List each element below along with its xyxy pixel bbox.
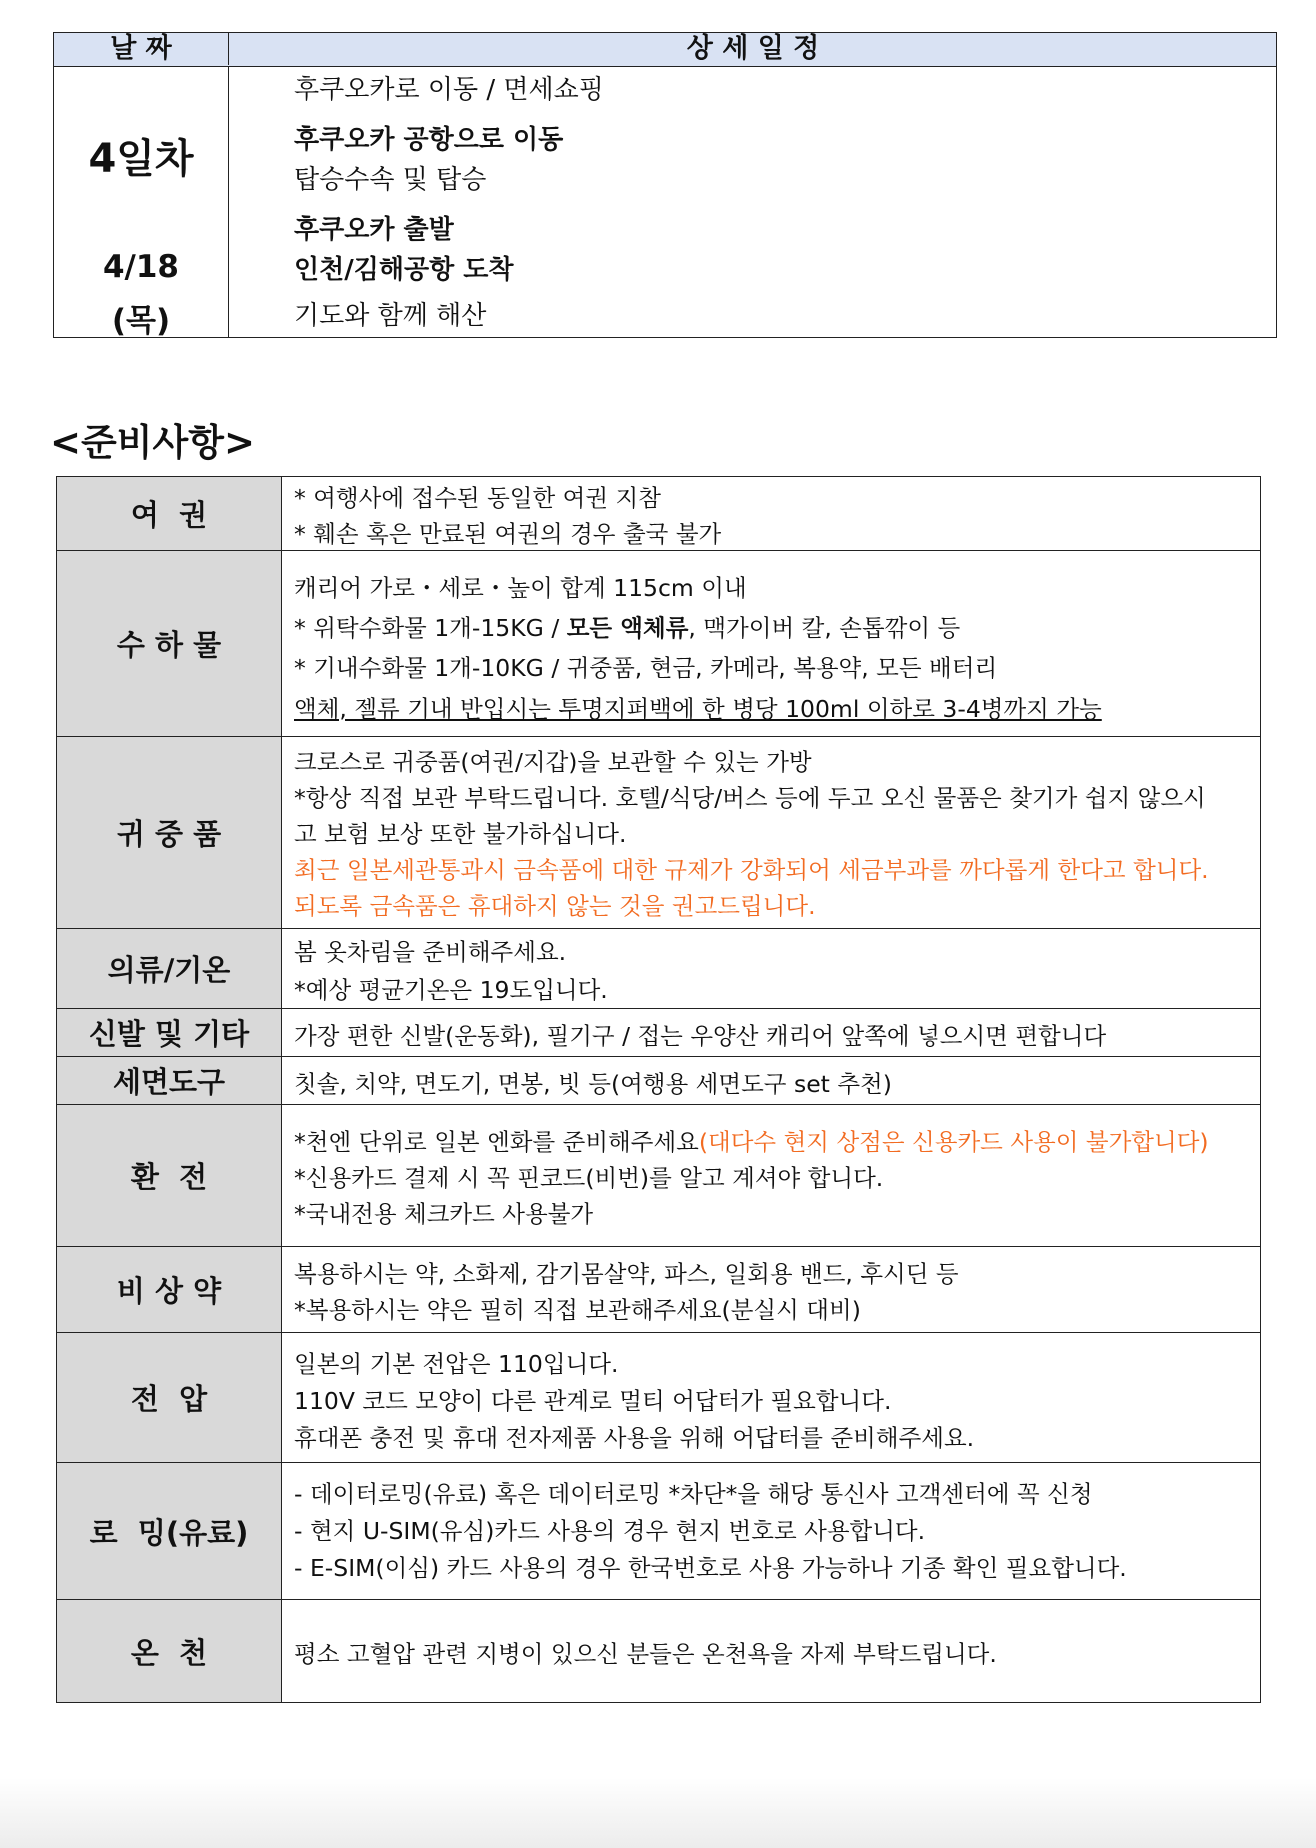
date-label: 4/18 [102, 249, 180, 285]
prep-label: 귀 중 품 [57, 737, 282, 928]
prep-line: 액체, 젤류 기내 반입시는 투명지퍼백에 한 병당 100ml 이하로 3-4병까지 가능 [294, 695, 1102, 723]
prep-label: 신발 및 기타 [57, 1009, 282, 1056]
weekday-label: (목) [111, 303, 171, 339]
prep-row-passport [57, 477, 1260, 550]
prep-line: 크로스로 귀중품(여권/지갑)을 보관할 수 있는 가방 [294, 748, 812, 776]
prep-label: 로 밍(유료) [57, 1463, 282, 1599]
prep-row-roaming [57, 1462, 1260, 1599]
warning-line: 최근 일본세관통과시 금속품에 대한 규제가 강화되어 세금부과를 까다롭게 한다고 합니다. [294, 856, 1209, 884]
schedule-line: 후쿠오카로 이동 / 면세쇼핑 [294, 75, 604, 105]
warning-line: 되도록 금속품은 휴대하지 않는 것을 권고드립니다. [294, 892, 816, 920]
schedule-header-row [54, 33, 1276, 67]
schedule-table [53, 32, 1277, 338]
prep-label: 전 압 [57, 1333, 282, 1462]
schedule-line: 기도와 함께 해산 [294, 301, 487, 331]
prep-line: * 훼손 혹은 만료된 여권의 경우 출국 불가 [294, 520, 722, 548]
prep-row-onsen [57, 1599, 1260, 1702]
page-bottom-shade [0, 1778, 1316, 1848]
prep-line: *항상 직접 보관 부탁드립니다. 호텔/식당/버스 등에 두고 오신 물품은 찾기가 쉽지 않으시 [294, 784, 1206, 812]
text-segment: *천엔 단위로 일본 엔화를 준비해주세요 [294, 1128, 699, 1156]
prep-line: 평소 고혈압 관련 지병이 있으신 분들은 온천욕을 자제 부탁드립니다. [294, 1640, 997, 1668]
prep-line: 110V 코드 모양이 다른 관계로 멀티 어답터가 필요합니다. [294, 1387, 892, 1415]
prep-row-toiletries [57, 1056, 1260, 1104]
prep-line: 캐리어 가로・세로・높이 합계 115cm 이내 [294, 574, 747, 602]
prep-label: 환 전 [57, 1105, 282, 1246]
prep-line: 휴대폰 충전 및 휴대 전자제품 사용을 위해 어답터를 준비해주세요. [294, 1424, 975, 1452]
prep-line: 고 보험 보상 또한 불가하십니다. [294, 820, 627, 848]
prep-row-clothing [57, 928, 1260, 1008]
prep-label: 수 하 물 [57, 551, 282, 736]
prep-content [294, 1057, 1252, 1104]
prep-content [294, 929, 1252, 1008]
schedule-date-cell [54, 67, 229, 337]
prep-line: 가장 편한 신발(운동화), 필기구 / 접는 우양산 캐리어 앞쪽에 넣으시면 편합니다 [294, 1022, 1107, 1050]
prep-line: - 현지 U-SIM(유심)카드 사용의 경우 현지 번호로 사용합니다. [294, 1517, 926, 1545]
prep-line: * 여행사에 접수된 동일한 여권 지참 [294, 484, 661, 512]
prep-title: <준비사항> [50, 421, 255, 464]
prep-line: 칫솔, 치약, 면도기, 면봉, 빗 등(여행용 세면도구 set 추천) [294, 1070, 892, 1098]
prep-line: * 기내수화물 1개-10KG / 귀중품, 현금, 카메라, 복용약, 모든 배터리 [294, 654, 998, 682]
prep-label: 세면도구 [57, 1057, 282, 1104]
prep-line: - E-SIM(이심) 카드 사용의 경우 한국번호로 사용 가능하나 기종 확인 필요합니다. [294, 1554, 1127, 1582]
prep-line: 봄 옷차림을 준비해주세요. [294, 938, 567, 966]
prep-content [294, 1247, 1252, 1332]
prep-content [294, 1333, 1252, 1462]
schedule-line: 탑승수속 및 탑승 [294, 165, 487, 195]
prep-line [294, 1123, 1209, 1157]
prep-content [294, 1600, 1252, 1702]
prep-label: 의류/기온 [57, 929, 282, 1008]
prep-row-shoes [57, 1008, 1260, 1056]
header-date: 날 짜 [54, 33, 229, 65]
prep-line: *국내전용 체크카드 사용불가 [294, 1200, 594, 1228]
prep-content [294, 1009, 1252, 1056]
prep-label: 온 천 [57, 1600, 282, 1702]
day-label: 4일차 [88, 136, 194, 182]
schedule-line: 인천/김해공항 도착 [294, 255, 514, 285]
prep-line [294, 609, 960, 643]
prep-line: *신용카드 결제 시 꼭 핀코드(비번)를 알고 계셔야 합니다. [294, 1164, 884, 1192]
prep-line: - 데이터로밍(유료) 혹은 데이터로밍 *차단*을 해당 통신사 고객센터에 꼭 신청 [294, 1480, 1093, 1508]
prep-content [294, 477, 1252, 550]
prep-row-exchange [57, 1104, 1260, 1246]
prep-line: *예상 평균기온은 19도입니다. [294, 976, 608, 1004]
text-segment: * 위탁수화물 1개-15KG / [294, 614, 567, 642]
text-segment: , 맥가이버 칼, 손톱깎이 등 [688, 614, 961, 642]
header-detail: 상 세 일 정 [686, 33, 820, 64]
prep-label: 비 상 약 [57, 1247, 282, 1332]
prep-content [294, 1463, 1252, 1599]
warning-text: (대다수 현지 상점은 신용카드 사용이 불가합니다) [698, 1128, 1209, 1156]
prep-line: 일본의 기본 전압은 110입니다. [294, 1350, 619, 1378]
prep-content [294, 551, 1252, 736]
schedule-line: 후쿠오카 공항으로 이동 [294, 125, 564, 155]
prep-content [294, 737, 1252, 928]
prep-line: *복용하시는 약은 필히 직접 보관해주세요(분실시 대비) [294, 1296, 861, 1324]
prep-row-voltage [57, 1332, 1260, 1462]
prep-row-baggage [57, 550, 1260, 736]
text-emphasis: 모든 액체류 [566, 614, 689, 642]
prep-line: 복용하시는 약, 소화제, 감기몸살약, 파스, 일회용 밴드, 후시딘 등 [294, 1260, 959, 1288]
prep-row-medicine [57, 1246, 1260, 1332]
prep-label: 여 권 [57, 477, 282, 550]
prep-row-valuables [57, 736, 1260, 928]
prep-content [294, 1105, 1252, 1246]
prep-table [56, 476, 1261, 1703]
schedule-line: 후쿠오카 출발 [294, 215, 454, 245]
